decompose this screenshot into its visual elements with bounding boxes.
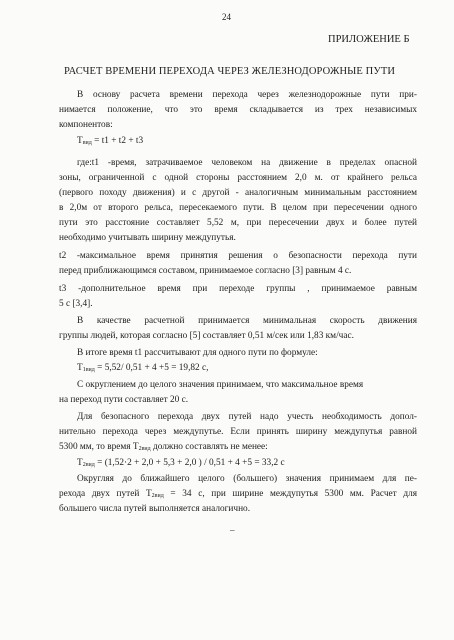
intro-line: компонентов:	[59, 120, 113, 130]
two-paths-line: 5300 мм, то время $Т_{2вид}$ должно составлять не менее:	[59, 442, 268, 452]
intro-line: В основу расчета времени перехода через железнодорожные пути при-	[77, 90, 417, 100]
t1-definition-line: пути это расстояние составляет 5,52 м, при пересечении двух и более путей	[59, 218, 417, 228]
page-number: 24	[222, 12, 231, 22]
t3-definition-line: t3 -дополнительное время при переходе группы , принимаемое равным	[59, 284, 417, 294]
t1-definition-line: в 2,0м от второго рельса, пересекаемого пути. В целом при пересечении одного	[59, 203, 417, 213]
end-mark: –	[230, 525, 235, 535]
intro-line: нимается положение, что это время складывается из трех независимых	[59, 105, 417, 115]
page-title: РАСЧЕТ ВРЕМЕНИ ПЕРЕХОДА ЧЕРЕЗ ЖЕЛЕЗНОДОРОЖНЫЕ ПУТИ	[64, 66, 396, 77]
formula-main: $Т_{вид} = t1 + t2 + t3$	[77, 136, 144, 146]
rounding-one-line: на переход пути составляет 20 с.	[59, 395, 189, 405]
speed-line: группы людей, которая согласно [5] составляет 0,51 м/сек или 1,83 км/час.	[59, 331, 354, 341]
appendix-label: ПРИЛОЖЕНИЕ Б	[328, 34, 410, 45]
rounding-one-line: С округлением до целого значения принимаем, что максимальное время	[77, 380, 364, 390]
t2-definition-line: перед приближающимся составом, принимаемое согласно [3] равным 4 с.	[59, 266, 352, 276]
t1-definition-line: необходимо учитывать ширину междупутья.	[59, 233, 236, 243]
speed-line: В качестве расчетной принимается минимальная скорость движения	[77, 316, 417, 326]
formula-one-path: $Т_{1вид} = 5,52/$ 0,51 + 4 +5 = 19,82 с,	[77, 363, 209, 373]
one-path-intro: В итоге время t1 рассчитывают для одного пути по формуле:	[77, 348, 318, 358]
t3-definition-line: 5 с [3,4].	[59, 299, 93, 309]
formula-two-paths: $Т_{2вид} = (1,52\cdot 2 + 2,0 + 5,3 + 2,0$ ) / 0,51 + 4 +5 = 33,2 с	[77, 458, 285, 468]
rounding-two-line: большего числа путей выполняется аналогично.	[59, 504, 251, 514]
t1-definition-line: где:t1 -время, затрачиваемое человеком на движение в пределах опасной	[77, 158, 417, 168]
t1-definition-line: зоны, ограниченной с одной стороны расстоянием 2,0 м. от крайнего рельса	[59, 173, 417, 183]
t1-definition-line: (первого походу движения) и с другой - аналогичным минимальным расстоянием	[59, 188, 417, 198]
rounding-two-line: Округляя до ближайшего целого (большего) значения принимаем для пе-	[77, 474, 417, 484]
two-paths-line: Для безопасного перехода двух путей надо учесть необходимость допол-	[77, 412, 417, 422]
t2-definition-line: t2 -максимальное время принятия решения о безопасности перехода пути	[59, 251, 417, 261]
two-paths-line: нительно перехода через междупутье. Если принять ширину междупутья равной	[59, 427, 417, 437]
rounding-two-line: рехода двух путей $Т_{2вид} = 34$ с, при ширине междупутья 5300 мм. Расчет для	[59, 489, 417, 499]
